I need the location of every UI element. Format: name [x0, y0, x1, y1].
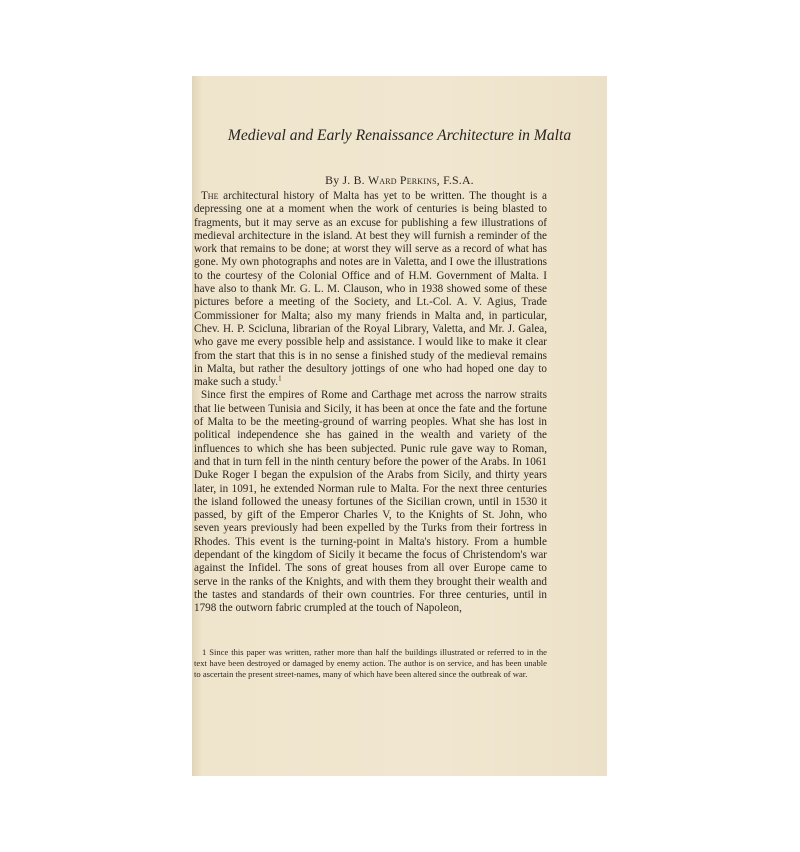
article-author	[192, 173, 607, 188]
footnote: 1 Since this paper was written, rather more than half the buildings illustrated or referred to in the text have been destroyed or damaged by enemy action. The author is on service, and has been unable to ascertain the present street-names, many of which have been altered since the outbreak of war.	[194, 647, 547, 679]
paragraph-1	[194, 190, 547, 389]
book-page	[192, 76, 607, 776]
footnote-marker: 1	[278, 374, 282, 383]
author-name: Ward Perkins	[367, 173, 437, 187]
article-title: Medieval and Early Renaissance Architecture in Malta	[227, 127, 572, 144]
author-suffix: , F.S.A.	[436, 173, 474, 187]
paragraph-1-lead: The	[201, 190, 219, 202]
author-prefix: By J. B.	[325, 173, 368, 187]
paragraph-2: Since first the empires of Rome and Carthage met across the narrow straits that lie between Tunisia and Sicily, it has been at once the fate and the fortune of Malta to be the meeting-ground of warring peoples. What she has lost in political independence she has gained in the wealth and variety of the influences to which she has been subjected. Punic rule gave way to Roman, and that in turn fell in the ninth century before the power of the Arabs. In 1061 Duke Roger I began the expulsion of the Arabs from Sicily, and thirty years later, in 1091, he extended Norman rule to Malta. For the next three centuries the island followed the uneasy fortunes of the Sicilian crown, until in 1530 it passed, by gift of the Emperor Charles V, to the Knights of St. John, who seven years previously had been expelled by the Turks from their fortress in Rhodes. This event is the turning-point in Malta's history. From a humble dependant of the kingdom of Sicily it became the focus of Christendom's war against the Infidel. The sons of great houses from all over Europe came to serve in the ranks of the Knights, and with them they brought their wealth and the tastes and standards of their own countries. For three centuries, until in 1798 the outworn fabric crumpled at the touch of Napoleon,	[194, 389, 547, 615]
paragraph-1-text: architectural history of Malta has yet to be written. The thought is a depressing one at a moment when the work of centuries is being blasted to fragments, but it may serve as an excuse for publishing a few illustrations of medieval architecture in the island. At best they will furnish a reminder of the work that remains to be done; at worst they will serve as a record of what has gone. My own photographs and notes are in Valetta, and I owe the illustrations to the courtesy of the Colonial Office and of H.M. Government of Malta. I have also to thank Mr. G. L. M. Clauson, who in 1938 showed some of these pictures before a meeting of the Society, and Lt.-Col. A. V. Agius, Trade Commissioner for Malta; also my many friends in Malta and, in particular, Chev. H. P. Scicluna, librarian of the Royal Library, Valetta, and Mr. J. Galea, who gave me every possible help and assistance. I would like to make it clear from the start that this is in no sense a finished study of the medieval remains in Malta, but rather the desultory jottings of one who had hoped one day to make such a study.	[194, 190, 547, 389]
article-body	[194, 190, 547, 616]
